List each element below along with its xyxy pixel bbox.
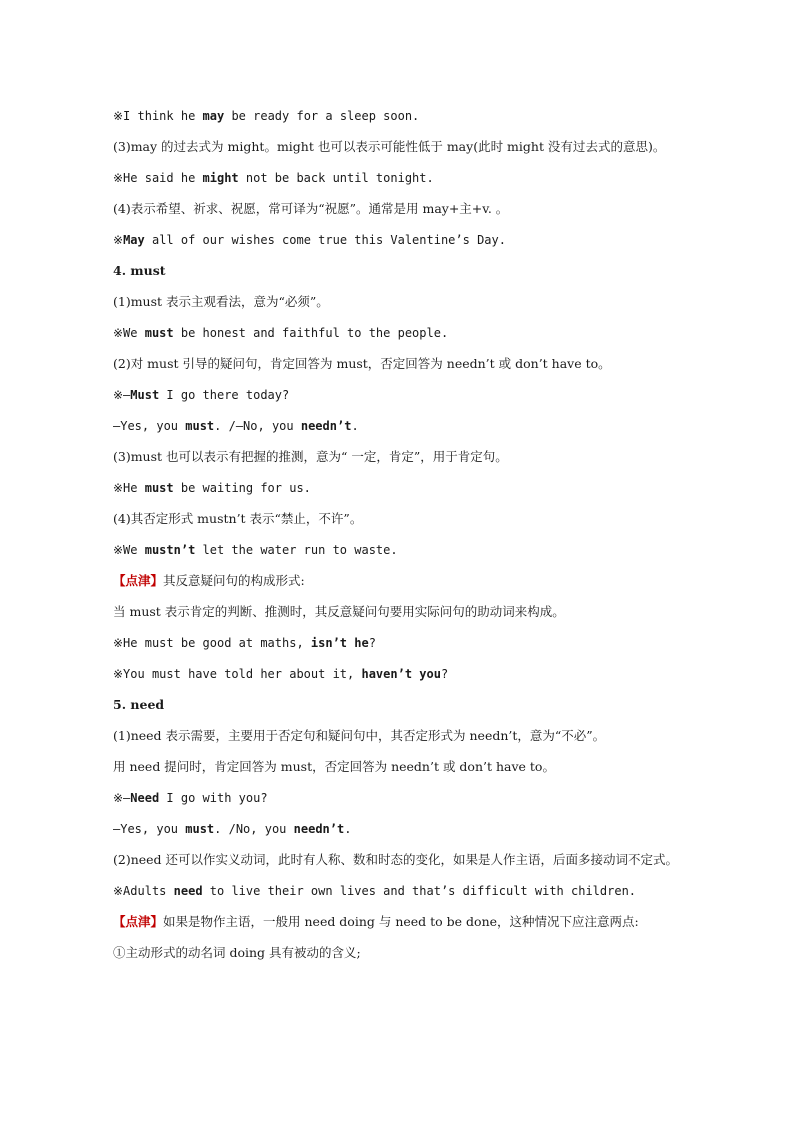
text-segment: . bbox=[344, 822, 352, 836]
text-segment: 其反意疑问句的构成形式: bbox=[163, 573, 305, 588]
text-line bbox=[113, 224, 734, 255]
text-segment: be ready for a sleep soon. bbox=[224, 109, 420, 123]
text-line bbox=[113, 193, 734, 224]
text-segment: (4)表示希望、祈求、祝愿，常可译为“祝愿”。通常是用 may+主+v. 。 bbox=[113, 201, 509, 216]
text-segment: . /—No, you bbox=[214, 419, 301, 433]
text-line bbox=[113, 565, 734, 596]
text-segment: not be back until tonight. bbox=[238, 171, 434, 185]
text-line bbox=[113, 596, 734, 627]
text-segment: be waiting for us. bbox=[173, 481, 311, 495]
text-line bbox=[113, 131, 688, 162]
bold-text: must bbox=[144, 481, 174, 495]
bold-text: 5. need bbox=[113, 697, 165, 712]
text-segment: ※We bbox=[113, 326, 145, 340]
text-segment: (2)need 还可以作实义动词，此时有人称、数和时态的变化，如果是人作主语，后面多接动词不定式。 bbox=[113, 852, 679, 867]
bold-text: need bbox=[173, 884, 203, 898]
text-segment: be honest and faithful to the people. bbox=[173, 326, 449, 340]
text-segment: (3)must 也可以表示有把握的推测，意为“ 一定，肯定”，用于肯定句。 bbox=[113, 449, 508, 464]
text-segment: I go with you? bbox=[159, 791, 268, 805]
text-segment: ①主动形式的动名词 doing 具有被动的含义; bbox=[113, 945, 361, 960]
text-line bbox=[113, 658, 734, 689]
text-line bbox=[113, 751, 734, 782]
text-line bbox=[113, 410, 734, 441]
text-segment: ※You must have told her about it, bbox=[113, 667, 362, 681]
text-segment: 用 need 提问时，肯定回答为 must，否定回答为 needn’t 或 don’t have to。 bbox=[113, 759, 555, 774]
text-line bbox=[113, 720, 734, 751]
note-tag: 【点津】 bbox=[113, 914, 164, 929]
text-line bbox=[113, 379, 734, 410]
text-segment: (2)对 must 引导的疑问句，肯定回答为 must，否定回答为 needn’t 或 don’t have to。 bbox=[113, 356, 611, 371]
text-segment: to live their own lives and that’s difficult with children. bbox=[202, 884, 637, 898]
text-segment: . bbox=[351, 419, 359, 433]
text-segment: ※— bbox=[113, 388, 131, 402]
bold-text: May bbox=[123, 233, 145, 247]
text-line bbox=[113, 782, 734, 813]
bold-text: needn’t bbox=[293, 822, 345, 836]
text-line bbox=[113, 813, 734, 844]
text-segment: (1)must 表示主观看法，意为“必须”。 bbox=[113, 294, 329, 309]
bold-text: 4. must bbox=[113, 263, 166, 278]
bold-text: isn’t he bbox=[310, 636, 369, 650]
text-segment: ※We bbox=[113, 543, 145, 557]
bold-text: must bbox=[144, 326, 174, 340]
text-line bbox=[113, 503, 734, 534]
bold-text: mustn’t bbox=[144, 543, 196, 557]
bold-text: might bbox=[202, 171, 239, 185]
text-segment: ※Adults bbox=[113, 884, 174, 898]
bold-text: haven’t you bbox=[361, 667, 441, 681]
text-segment: ※He bbox=[113, 481, 145, 495]
bold-text: must bbox=[185, 419, 215, 433]
text-line bbox=[113, 441, 734, 472]
text-line bbox=[113, 255, 734, 286]
text-line bbox=[113, 906, 734, 937]
text-line bbox=[113, 286, 734, 317]
text-segment: . /No, you bbox=[214, 822, 294, 836]
text-segment: 当 must 表示肯定的判断、推测时，其反意疑问句要用实际问句的助动词来构成。 bbox=[113, 604, 565, 619]
bold-text: needn’t bbox=[300, 419, 352, 433]
text-line bbox=[113, 100, 734, 131]
text-segment: let the water run to waste. bbox=[195, 543, 398, 557]
bold-text: may bbox=[202, 109, 225, 123]
text-segment: ※ bbox=[113, 233, 124, 247]
text-segment: (1)need 表示需要，主要用于否定句和疑问句中，其否定形式为 needn’t，意为“不必”。 bbox=[113, 728, 606, 743]
text-segment: ※— bbox=[113, 791, 131, 805]
text-line bbox=[113, 689, 734, 720]
text-segment: (4)其否定形式 mustn’t 表示“禁止，不许”。 bbox=[113, 511, 363, 526]
bold-text: Need bbox=[130, 791, 160, 805]
note-tag: 【点津】 bbox=[113, 573, 164, 588]
text-segment: all of our wishes come true this Valentine’s Day. bbox=[144, 233, 506, 247]
text-line bbox=[113, 875, 734, 906]
text-segment: ? bbox=[368, 636, 376, 650]
text-segment: —Yes, you bbox=[113, 419, 186, 433]
bold-text: must bbox=[185, 822, 215, 836]
text-line bbox=[113, 317, 734, 348]
text-line bbox=[113, 937, 734, 968]
text-line bbox=[113, 627, 734, 658]
text-line bbox=[113, 348, 734, 379]
text-segment: ? bbox=[440, 667, 449, 681]
text-line bbox=[113, 844, 688, 875]
text-segment: 如果是物作主语，一般用 need doing 与 need to be done，这种情况下应注意两点: bbox=[163, 914, 639, 929]
text-line bbox=[113, 162, 734, 193]
bold-text: Must bbox=[130, 388, 160, 402]
text-segment: ※He must be good at maths, bbox=[113, 636, 311, 650]
text-segment: ※He said he bbox=[113, 171, 203, 185]
text-segment: —Yes, you bbox=[113, 822, 186, 836]
text-segment: I go there today? bbox=[159, 388, 290, 402]
text-segment: ※I think he bbox=[113, 109, 203, 123]
text-line bbox=[113, 472, 734, 503]
text-line bbox=[113, 534, 734, 565]
text-segment: (3)may 的过去式为 might。might 也可以表示可能性低于 may(此时 might 没有过去式的意思)。 bbox=[113, 139, 666, 154]
